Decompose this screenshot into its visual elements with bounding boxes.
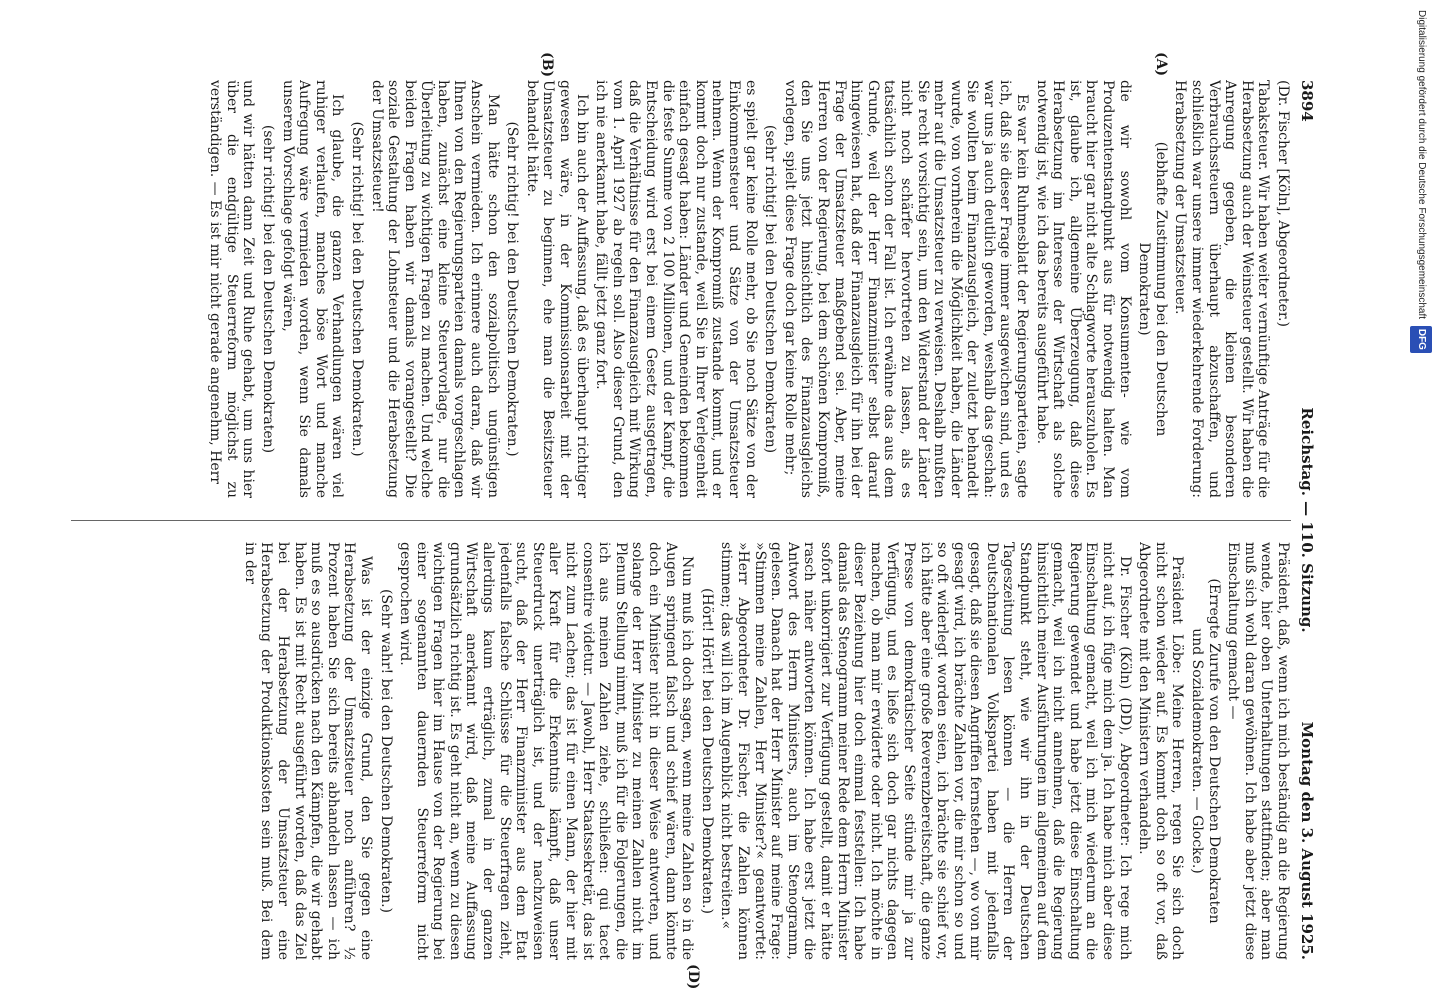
interjection: (Hört! Hört! bei den Deutschen Demokraten.) bbox=[698, 588, 715, 914]
paragraph: und wir hätten dann Zeit und Ruhe gehabt, um uns hier über die endgültige Steuerreform möglichst zu verständigen. — Es ist mir nicht gerade angenehm, Herr bbox=[207, 80, 257, 498]
paragraph: Man hätte schon den sozialpolitisch ungünstigen Anschein vermieden. Ich erinnere auch daran, daß wir Ihnen von den Regierungsparteien damals vorgeschlagen haben, zunächst eine kleine Steuervorlage, nur die Überleitung zu wichtigen Fragen zu machen. Und welche beiden Fragen haben wir damals vorangestellt? Die soziale Gestaltung der Lohnsteuer und die Herabsetzung der Umsatzsteuer! bbox=[368, 80, 501, 498]
page-number: 3894 bbox=[1298, 80, 1316, 122]
digitization-note: Digitalisierung gefördert durch die Deutsche Forschungsgemeinschaft bbox=[1416, 10, 1427, 320]
rotated-page-content bbox=[25, 52, 1316, 990]
paragraph: Präsident, daß, wenn ich mich beständig an die Regierung wende, hier oben Unterhaltungen stattfinden; aber man muß sich wohl daran gewöhnen. Ich habe aber jetzt diese Einschaltung gemacht — bbox=[1225, 542, 1291, 960]
paragraph: Präsident Löbe: Meine Herren, regen Sie sich doch nicht schon wieder auf. Es kommt doch so oft vor, daß Abgeordnete mit den Ministern verhandeln. bbox=[1136, 542, 1186, 960]
page-header bbox=[1293, 80, 1315, 960]
margin-mark-d: (D) bbox=[685, 964, 701, 990]
interjection: (sehr richtig! bei den Deutschen Demokraten) bbox=[762, 124, 779, 454]
page-date: Montag den 3. August 1925. bbox=[1298, 721, 1316, 960]
interjection: (Erregte Zurufe von den Deutschen Demokraten und Sozialdemokraten. — Glocke.) bbox=[1189, 578, 1222, 924]
margin-mark-b: (B) bbox=[539, 52, 555, 78]
interjection: (Sehr wahr! bei den Deutschen Demokraten.) bbox=[377, 588, 394, 914]
paragraph: Ich bin auch der Auffassung, daß es überhaupt richtiger gewesen wäre, in der Kommissionsarbeit mit der Umsatzsteuer zu beginnen, ehe man die Besitzsteuer behandelt hätte. bbox=[523, 80, 590, 498]
dfg-logo: DFG bbox=[1410, 326, 1432, 353]
left-column bbox=[71, 80, 1291, 498]
page-title: Reichstag. — 110. Sitzung. bbox=[1298, 407, 1316, 633]
paragraph: Ich glaube, die ganzen Verhandlungen wären viel ruhiger verlaufen, manches böse Wort und manche Aufregung wäre vermieden worden, wenn Sie damals unserem Vorschlage gefolgt wären, bbox=[279, 80, 346, 498]
text-columns bbox=[71, 52, 1291, 990]
paragraph: Nun muß ich doch sagen, wenn meine Zahlen so in die Augen springend falsch und schief wären, dann könnte doch ein Minister nicht in dieser Weise antworten, und solange der Herr Minister zu meinen Zahlen nicht im Plenum Stellung nimmt, muß ich für die Folgerungen, die ich aus meinen Zahlen ziehe, schließen: qui tacet consentire videtur. — Jawohl, Herr Staatssekretär, das ist nicht zum Lachen; das ist für einen Mann, der hier mit aller Kraft für die Erkenntnis kämpft, daß unser Steuerdruck unerträglich ist, und der nachzuweisen sucht, daß der Herr Finanzminister aus dem Etat jedenfalls falsche Schlüsse für die Steuerfragen zieht, allerdings kaum erträglich, zumal in der ganzen Wirtschaft anerkannt wird, daß meine Auffassung grundsätzlich richtig ist. Es geht nicht an, wenn zu diesen wichtigen Fragen hier im Hause von der Regierung bei einer sogenannten dauernden Steuerreform nicht gesprochen wird. bbox=[397, 542, 696, 960]
paragraph: Dr. Fischer (Köln) (DD), Abgeordneter: Ich rege mich nicht auf, ich füge mich dem ja. Ich habe mich aber diese Einschaltung gemacht, weil ich mich wiederum an die Regierung gewendet und habe jetzt diese Einschaltung gemacht, weil ich nicht annehmen, daß die Regierung hinsichtlich meiner Ausführungen im allgemeinen auf dem Standpunkt steht, wie wir ihn in der Deutschen Tageszeitung lesen können — die Herren der Deutschnationalen Volkspartei haben mit jedenfalls gesagt, daß sie diesen Angriffen fernstehen —, wo von mir gesagt wird, ich brächte Zahlen vor, die mir schon so und so oft widerlegt worden seien, ich brächte sie schief vor, ich hätte aber eine große Reverenzbereitschaft, die ganze Presse von demokratischer Seite stünde mir ja zur Verfügung, und es ließe sich doch gar nichts dagegen machen, ob man mir erwiderte oder nicht. Ich möchte in dieser Beziehung hier doch einmal feststellen: Ich habe damals das Stenogramm meiner Rede dem Herrn Minister sofort unkorrigiert zur Verfügung gestellt, damit er hätte rasch näher antworten können. Ich habe erst jetzt die Antwort des Herrn Ministers, auch im Stenogramm, gelesen. Danach hat der Herr Minister auf meine Frage: »Stimmen meine Zahlen, Herr Minister?« geantwortet: »Herr Abgeordneter Dr. Fischer, die Zahlen können stimmen; das will ich im Augenblick nicht bestreiten.« bbox=[718, 542, 1133, 960]
interjection: (Sehr richtig! bei den Deutschen Demokraten.) bbox=[504, 121, 521, 457]
interjection: (Sehr richtig! bei den Deutschen Demokraten.) bbox=[348, 121, 365, 457]
interjection: (sehr richtig! bei den Deutschen Demokraten) bbox=[259, 124, 276, 454]
paragraph: die wir sowohl vom Konsumenten- wie vom Produzentenstandpunkt aus für notwendig halten. Man braucht hier gar nicht alte Schlagworte herauszuholen. Es ist, glaube ich, allgemeine Überzeugung, daß diese Herabsetzung im Interesse der Wirtschaft als solche notwendig ist, wie ich das bereits ausgeführt habe. bbox=[1033, 80, 1133, 498]
paragraph: Tabaksteuer. Wir haben weiter vernünftige Anträge für die Herabsetzung auch der Weinsteuer gestellt. Wir haben die Anregung gegeben, die kleinen besonderen Verbrauchssteuern überhaupt abzuschaffen, und schließlich war unsere immer wiederkehrende Forderung: Herabsetzung der Umsatzsteuer. bbox=[1172, 80, 1272, 498]
paragraph: Es war kein Ruhmesblatt der Regierungsparteien, sagte ich, daß sie dieser Frage immer ausgewichen sind, und es war uns ja auch deutlich geworden, weshalb das geschah: Sie wollten beim Finanzausgleich, der zuletzt behandelt wurde, von vornherein die Möglichkeit haben, die Länder mehr auf die Umsatzsteuer zu verweisen. Deshalb mußten Sie recht vorsichtig sein, um den Widerstand der Länder nicht noch schärfer hervortreten zu lassen, als es tatsächlich schon der Fall ist. Ich erwähne das aus dem Grunde, weil der Herr Finanzminister selbst darauf hingewiesen hat, daß der Finanzausgleich für ihn bei der Frage der Umsatzsteuer maßgebend sei. Aber, meine Herren von der Regierung, bei dem schönen Kompromiß, den Sie uns jetzt hinsichtlich des Finanzausgleichs vorlegen, spielt diese Frage doch gar keine Rolle mehr; bbox=[781, 80, 1031, 498]
right-column bbox=[71, 542, 1291, 960]
paragraph: es spielt gar keine Rolle mehr, ob Sie noch Sätze von der Einkommensteuer und Sätze von der Umsatzsteuer nehmen. Wenn der Kompromiß zustande kommt, und er kommt doch nur zustande, weil Sie in Ihrer Verlegenheit einfach gesagt haben: Länder und Gemeinden bekommen die feste Summe von 2 100 Millionen, und der Kampf, die Entscheidung wird erst bei einem Gesetz ausgetragen, daß die Verhältnisse für den Finanzausgleich mit Wirkung vom 1. April 1927 ab regeln soll. Also dieser Grund, den ich nie anerkannt habe, fällt jetzt ganz fort. bbox=[593, 80, 759, 498]
margin-mark-a: (A) bbox=[1153, 52, 1169, 77]
digitization-stamp bbox=[1410, 10, 1432, 710]
paragraph: Was ist der einzige Grund, den Sie gegen eine Herabsetzung der Umsatzsteuer noch anführen? ½ Prozent haben Sie sich bereits abhandeln lassen — ich muß es so ausdrücken nach den Kämpfen, die wir gehabt haben. Es ist mit Recht ausgeführt worden, daß das Ziel bei der Herabsetzung der Umsatzsteuer eine Herabsetzung der Produktionskosten sein muß. Bei dem in der bbox=[241, 542, 374, 960]
column-divider bbox=[71, 520, 1291, 521]
speaker-line: (Dr. Fischer [Köln], Abgeordneter.) bbox=[1275, 80, 1291, 327]
interjection: (lebhafte Zustimmung bei den Deutschen Demokraten) bbox=[1136, 141, 1169, 437]
